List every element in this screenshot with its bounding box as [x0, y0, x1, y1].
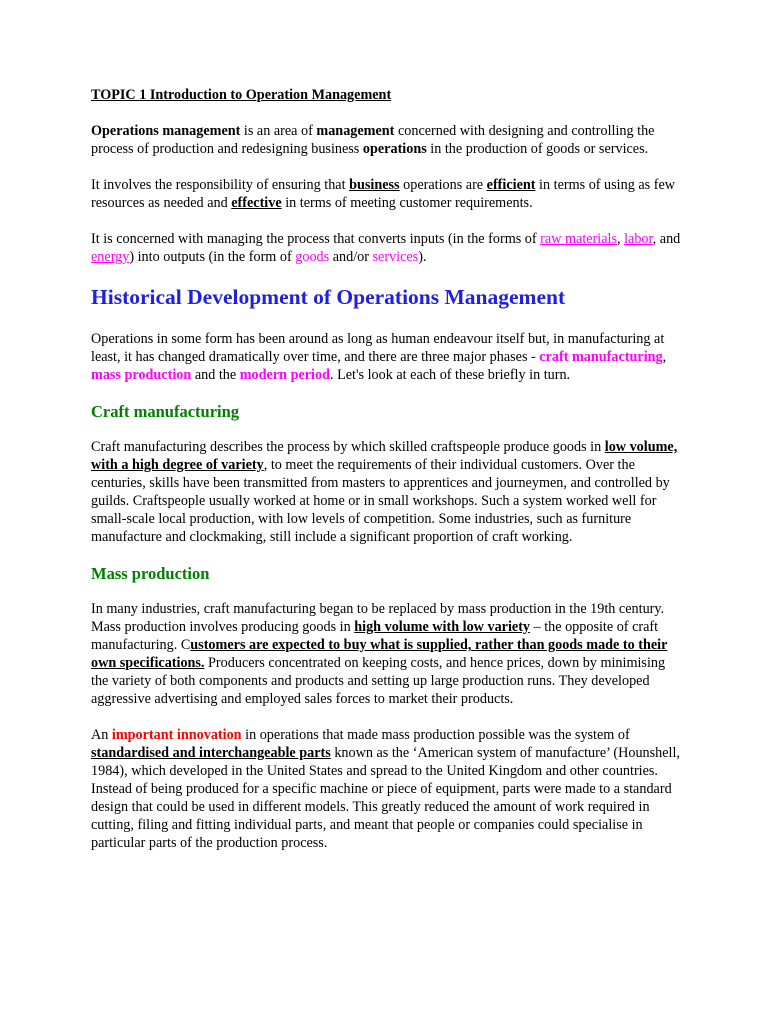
term-goods: goods — [295, 249, 330, 265]
text: in the production of goods or services. — [426, 141, 649, 157]
term-modern-period: modern period — [239, 367, 330, 383]
paragraph-phases — [91, 330, 681, 384]
text: In many industries, craft manufacturing began to be replaced by mass production in the 19th century. Mass production involves producing goods in — [91, 601, 665, 635]
text: An — [91, 727, 112, 743]
text: and/or — [329, 249, 373, 265]
term-low-volume: low volume, with a high degree of variety — [91, 439, 678, 473]
text: in terms of using as few resources as needed and — [91, 177, 675, 211]
craft-heading: Craft manufacturing — [91, 402, 240, 421]
text: is an area of — [240, 123, 317, 139]
link-energy[interactable]: energy — [91, 249, 130, 265]
paragraph-innovation — [91, 726, 681, 852]
term-operations-management: Operations management — [91, 123, 241, 139]
topic-heading: TOPIC 1 Introduction to Operation Management — [91, 87, 392, 103]
text: ) into outputs (in the form of — [129, 249, 296, 265]
term-high-volume: high volume with low variety — [354, 619, 531, 635]
text: – the opposite of craft manufacturing. C — [91, 619, 659, 653]
text: and the — [191, 367, 240, 383]
term-effective: effective — [231, 195, 282, 211]
document-page — [91, 86, 681, 870]
term-standardised-parts: standardised and interchangeable parts — [91, 745, 331, 761]
link-labor[interactable]: labor — [624, 231, 653, 247]
text: , — [662, 349, 667, 365]
text: Craft manufacturing describes the process by which skilled craftspeople produce goods in — [91, 439, 605, 455]
text: , — [616, 231, 625, 247]
paragraph-responsibility — [91, 176, 681, 212]
link-raw-materials[interactable]: raw materials — [540, 231, 617, 247]
term-efficient: efficient — [486, 177, 536, 193]
paragraph-inputs-outputs — [91, 230, 681, 266]
term-craft-manufacturing: craft manufacturing — [539, 349, 663, 365]
term-important-innovation: important innovation — [111, 727, 242, 743]
term-customers-expected: ustomers are expected to buy what is supplied, rather than goods made to their own specifications. — [91, 637, 668, 671]
term-operations: operations — [362, 141, 427, 157]
text: in operations that made mass production possible was the system of — [241, 727, 630, 743]
paragraph-craft — [91, 438, 681, 546]
text: in terms of meeting customer requirements. — [281, 195, 533, 211]
text: It is concerned with managing the process that converts inputs (in the forms of — [91, 231, 541, 247]
text: ). — [418, 249, 427, 265]
mass-heading: Mass production — [91, 564, 210, 583]
term-business: business — [349, 177, 400, 193]
term-services: services — [372, 249, 419, 265]
historical-heading: Historical Development of Operations Management — [91, 285, 566, 309]
text: . Let's look at each of these briefly in turn. — [329, 367, 571, 383]
paragraph-mass — [91, 600, 681, 708]
text: concerned with designing and controlling the process of production and redesigning business — [91, 123, 655, 157]
text: , to meet the requirements of their individual customers. Over the centuries, skills have been transmitted from masters to apprentices and journeymen, and controlled by guilds. Craftspeople usually worked at home or in small workshops. Such a system worked well for small-scale local production, with low levels of competition. Some industries, such as furniture manufacture and clockmaking, still include a significant proportion of craft working. — [91, 457, 670, 545]
term-mass-production: mass production — [91, 367, 192, 383]
term-management: management — [316, 123, 395, 139]
paragraph-definition — [91, 122, 681, 158]
text: Producers concentrated on keeping costs, and hence prices, down by minimising the variety of both components and products and setting up large production runs. They developed aggressive advertising and employed sales forces to market their products. — [91, 655, 666, 707]
text: Operations in some form has been around as long as human endeavour itself but, in manufacturing at least, it has changed dramatically over time, and there are three major phases - — [91, 331, 665, 365]
text: operations are — [399, 177, 487, 193]
text: known as the ‘American system of manufacture’ (Hounshell, 1984), which developed in the United States and spread to the United Kingdom and other countries. Instead of being produced for a specific machine or piece of equipment, parts were made to a standard design that could be used in different models. This greatly reduced the amount of work required in cutting, filing and fitting individual parts, and meant that people or companies could specialise in particular parts of the production process. — [91, 745, 680, 851]
text: It involves the responsibility of ensuring that — [91, 177, 350, 193]
text: , and — [652, 231, 681, 247]
